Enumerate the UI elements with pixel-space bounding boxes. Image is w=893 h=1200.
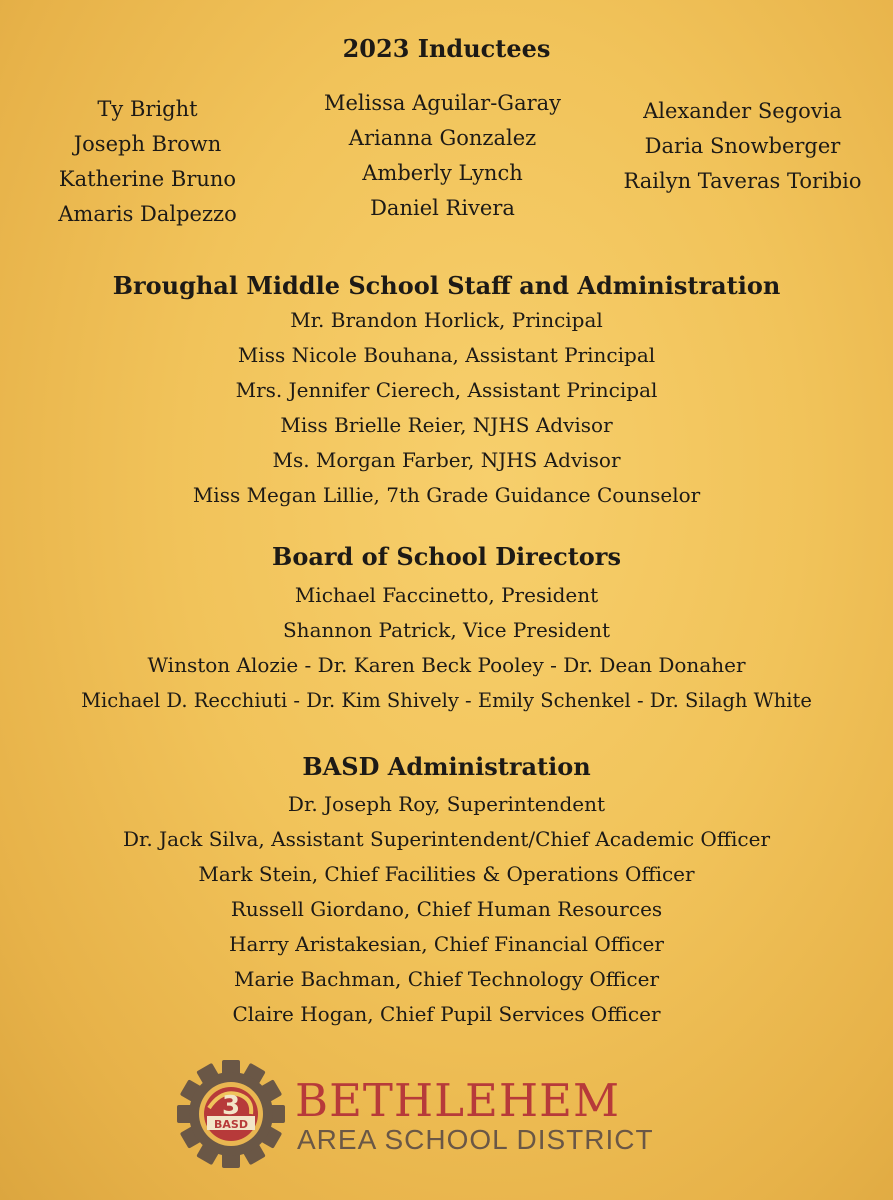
- inductee-name: Amaris Dalpezzo: [58, 202, 237, 226]
- staff-line: Ms. Morgan Farber, NJHS Advisor: [272, 448, 621, 472]
- inductee-name: Arianna Gonzalez: [348, 126, 537, 150]
- admin-line: Marie Bachman, Chief Technology Officer: [233, 967, 660, 991]
- board-line: Michael D. Recchiuti - Dr. Kim Shively - Emily Schenkel - Dr. Silagh White: [81, 689, 812, 712]
- board-line: Winston Alozie - Dr. Karen Beck Pooley - Dr. Dean Donaher: [147, 653, 746, 677]
- staff-line: Miss Brielle Reier, NJHS Advisor: [280, 413, 613, 437]
- inductees-column-2: [300, 86, 585, 226]
- inductee-name: Railyn Taveras Toribio: [623, 169, 862, 193]
- board-line: Michael Faccinetto, President: [294, 583, 599, 607]
- inductee-name: Daniel Rivera: [370, 196, 515, 220]
- board-heading: Board of School Directors: [272, 542, 621, 571]
- inductees-column-1: [40, 92, 255, 232]
- admin-line: Dr. Jack Silva, Assistant Superintendent/Chief Academic Officer: [122, 827, 771, 851]
- board-line: Shannon Patrick, Vice President: [282, 618, 610, 642]
- admin-line: Dr. Joseph Roy, Superintendent: [287, 792, 606, 816]
- inductee-name: Melissa Aguilar-Garay: [323, 91, 562, 115]
- staff-line: Miss Megan Lillie, 7th Grade Guidance Counselor: [192, 483, 701, 507]
- admin-heading: BASD Administration: [302, 752, 591, 781]
- logo-subtitle: AREA SCHOOL DISTRICT: [297, 1124, 654, 1155]
- svg-text:3: 3: [221, 1091, 241, 1121]
- inductee-name: Joseph Brown: [73, 132, 222, 156]
- staff-list: [0, 303, 893, 513]
- staff-line: Mr. Brandon Horlick, Principal: [290, 308, 603, 332]
- staff-line: Miss Nicole Bouhana, Assistant Principal: [237, 343, 656, 367]
- inductee-name: Alexander Segovia: [643, 99, 842, 123]
- admin-line: Mark Stein, Chief Facilities & Operations Officer: [198, 862, 695, 886]
- staff-line: Mrs. Jennifer Cierech, Assistant Principal: [235, 378, 658, 402]
- board-list: [0, 578, 893, 718]
- inductee-name: Katherine Bruno: [58, 167, 237, 191]
- staff-heading: Broughal Middle School Staff and Administration: [112, 271, 781, 300]
- inductee-name: Amberly Lynch: [362, 161, 523, 185]
- inductee-name: Ty Bright: [97, 97, 198, 121]
- admin-line: Harry Aristakesian, Chief Financial Officer: [229, 932, 664, 956]
- inductee-name: Daria Snowberger: [644, 134, 841, 158]
- inductees-column-3: [610, 94, 875, 199]
- admin-list: [0, 787, 893, 1032]
- admin-line: Russell Giordano, Chief Human Resources: [230, 897, 663, 921]
- admin-line: Claire Hogan, Chief Pupil Services Officer: [232, 1002, 661, 1026]
- gear-emblem-icon: [175, 1058, 287, 1170]
- inductees-heading: 2023 Inductees: [342, 34, 551, 63]
- svg-text:BASD: BASD: [214, 1118, 248, 1131]
- district-logo: [175, 1058, 675, 1168]
- logo-title: BETHLEHEM: [295, 1074, 621, 1127]
